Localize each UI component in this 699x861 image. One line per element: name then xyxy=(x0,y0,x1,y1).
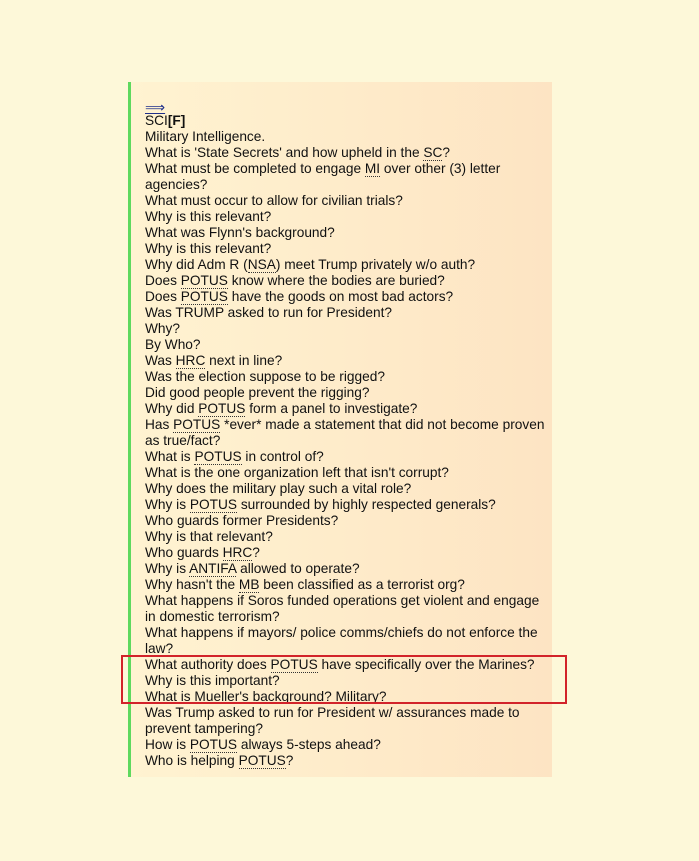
question-line: Why? xyxy=(145,321,180,336)
abbreviation[interactable]: HRC xyxy=(222,545,253,560)
question-line: Why is this relevant? xyxy=(145,209,272,224)
abbreviation[interactable]: SC xyxy=(423,145,443,160)
question-line: What authority does POTUS have specifically over the Marines? xyxy=(145,657,535,672)
question-line: Was Trump asked to run for President w/ assurances made to prevent tampering? xyxy=(145,705,520,736)
abbreviation[interactable]: MI xyxy=(364,161,381,176)
question-line: By Who? xyxy=(145,337,201,352)
question-line: What is POTUS in control of? xyxy=(145,449,324,464)
question-line: What is 'State Secrets' and how upheld in the SC? xyxy=(145,145,451,160)
question-line: How is POTUS always 5-steps ahead? xyxy=(145,737,381,752)
question-line: Was TRUMP asked to run for President? xyxy=(145,305,392,320)
abbreviation[interactable]: POTUS xyxy=(173,417,221,432)
abbreviation[interactable]: POTUS xyxy=(180,273,228,288)
abbreviation[interactable]: POTUS xyxy=(194,449,242,464)
question-line: Was HRC next in line? xyxy=(145,353,283,368)
abbreviation[interactable]: POTUS xyxy=(198,401,246,416)
abbreviation[interactable]: POTUS xyxy=(189,737,238,752)
question-line: Who guards HRC? xyxy=(145,545,260,560)
question-line: Was the election suppose to be rigged? xyxy=(145,369,385,384)
question-line: Why is this important? xyxy=(145,673,280,688)
question-line: Why does the military play such a vital role? xyxy=(145,481,412,496)
question-line: Who is helping POTUS? xyxy=(145,753,294,768)
question-line: Does POTUS know where the bodies are buried? xyxy=(145,273,445,288)
question-line: What is Mueller's background? Military? xyxy=(145,689,387,704)
header-prefix: SCI xyxy=(145,113,168,128)
abbreviation[interactable]: POTUS xyxy=(238,753,286,768)
question-line: Why is POTUS surrounded by highly respected generals? xyxy=(145,497,496,512)
abbreviation[interactable]: POTUS xyxy=(189,497,238,512)
abbreviation[interactable]: HRC xyxy=(175,353,206,368)
question-line: Why hasn't the MB been classified as a terrorist org? xyxy=(145,577,465,592)
question-line: Did good people prevent the rigging? xyxy=(145,385,370,400)
question-line: Why is that relevant? xyxy=(145,529,273,544)
question-line: Why did POTUS form a panel to investigate? xyxy=(145,401,418,416)
post-body xyxy=(145,99,546,769)
question-line: What is the one organization left that isn't corrupt? xyxy=(145,465,449,480)
question-line: Who guards former Presidents? xyxy=(145,513,339,528)
abbreviation[interactable]: ANTIFA xyxy=(189,561,237,576)
abbreviation[interactable]: POTUS xyxy=(270,657,318,672)
question-line: What happens if Soros funded operations get violent and engage in domestic terrorism? xyxy=(145,593,540,624)
question-line: What must be completed to engage MI over other (3) letter agencies? xyxy=(145,161,501,192)
question-line: Does POTUS have the goods on most bad actors? xyxy=(145,289,454,304)
header-tag: [F] xyxy=(167,113,186,128)
question-line: What happens if mayors/ police comms/chiefs do not enforce the law? xyxy=(145,625,538,656)
question-line: What was Flynn's background? xyxy=(145,225,335,240)
abbreviation[interactable]: POTUS xyxy=(180,289,228,304)
post-container xyxy=(128,82,552,777)
question-line: Has POTUS *ever* made a statement that did not become proven as true/fact? xyxy=(145,417,545,448)
question-line: Why is this relevant? xyxy=(145,241,272,256)
question-line: Military Intelligence. xyxy=(145,129,266,144)
abbreviation[interactable]: MB xyxy=(238,577,260,592)
question-line: Why is ANTIFA allowed to operate? xyxy=(145,561,360,576)
question-list xyxy=(145,129,546,769)
reply-arrow-link[interactable]: ⟹ xyxy=(145,99,166,115)
question-line: Why did Adm R (NSA) meet Trump privately w/o auth? xyxy=(145,257,476,272)
post-header xyxy=(145,113,546,129)
question-line: What must occur to allow for civilian trials? xyxy=(145,193,403,208)
abbreviation[interactable]: NSA xyxy=(247,257,276,272)
